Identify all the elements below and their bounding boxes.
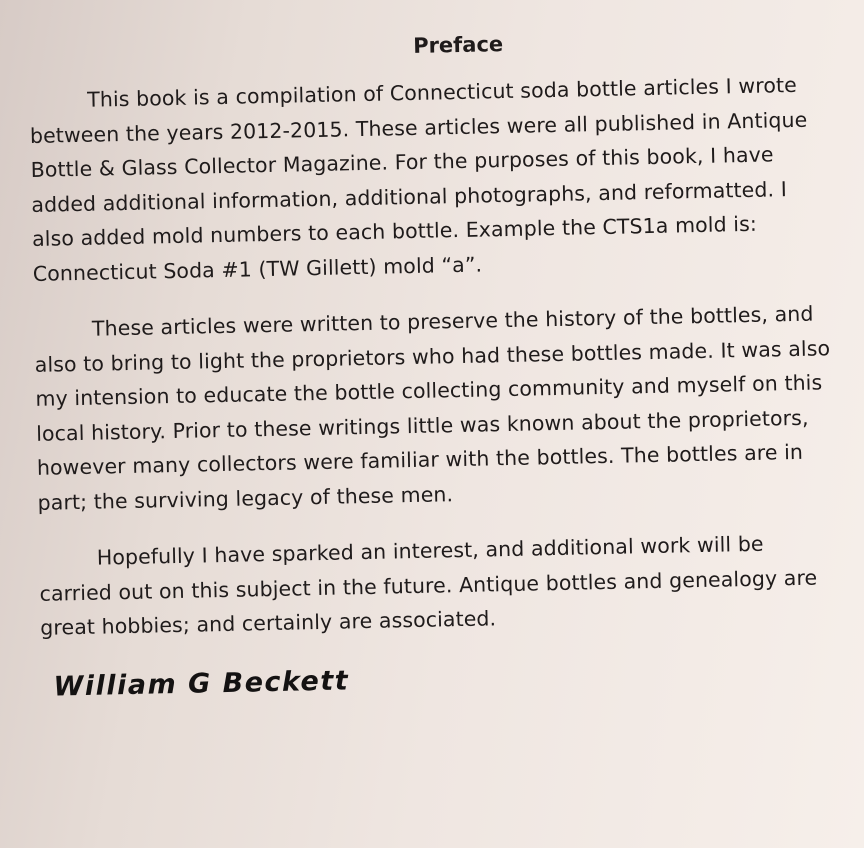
author-signature: William G Beckett xyxy=(53,664,350,703)
preface-paragraph-3: Hopefully I have sparked an interest, and additional work will be carried out on this subject in the future. Antique bottles and genealogy are great hobbies; and certainly are associated. xyxy=(39,531,818,640)
page-title: Preface xyxy=(412,32,504,58)
preface-paragraph-1: This book is a compilation of Connecticut soda bottle articles I wrote between the years 2012-2015. These articles were all published in Antique Bottle & Glass Collector Magazine. For the purposes of this book, I have added additional information, additional photographs, and reformatted. I also added mold numbers to each bottle. Example the CTS1a mold is: Connecticut Soda #1 (TW Gillett) mold “a”. xyxy=(29,72,808,286)
preface-content xyxy=(28,25,842,702)
preface-paragraph-2: These articles were written to preserve the history of the bottles, and also to bring to light the proprietors who had these bottles made. It was also my intension to educate the bottle collecting community and myself on this local history. Prior to these writings little was known about the proprietors, however many collectors were familiar with the bottles. The bottles are in part; the surviving legacy of these men. xyxy=(34,301,831,515)
